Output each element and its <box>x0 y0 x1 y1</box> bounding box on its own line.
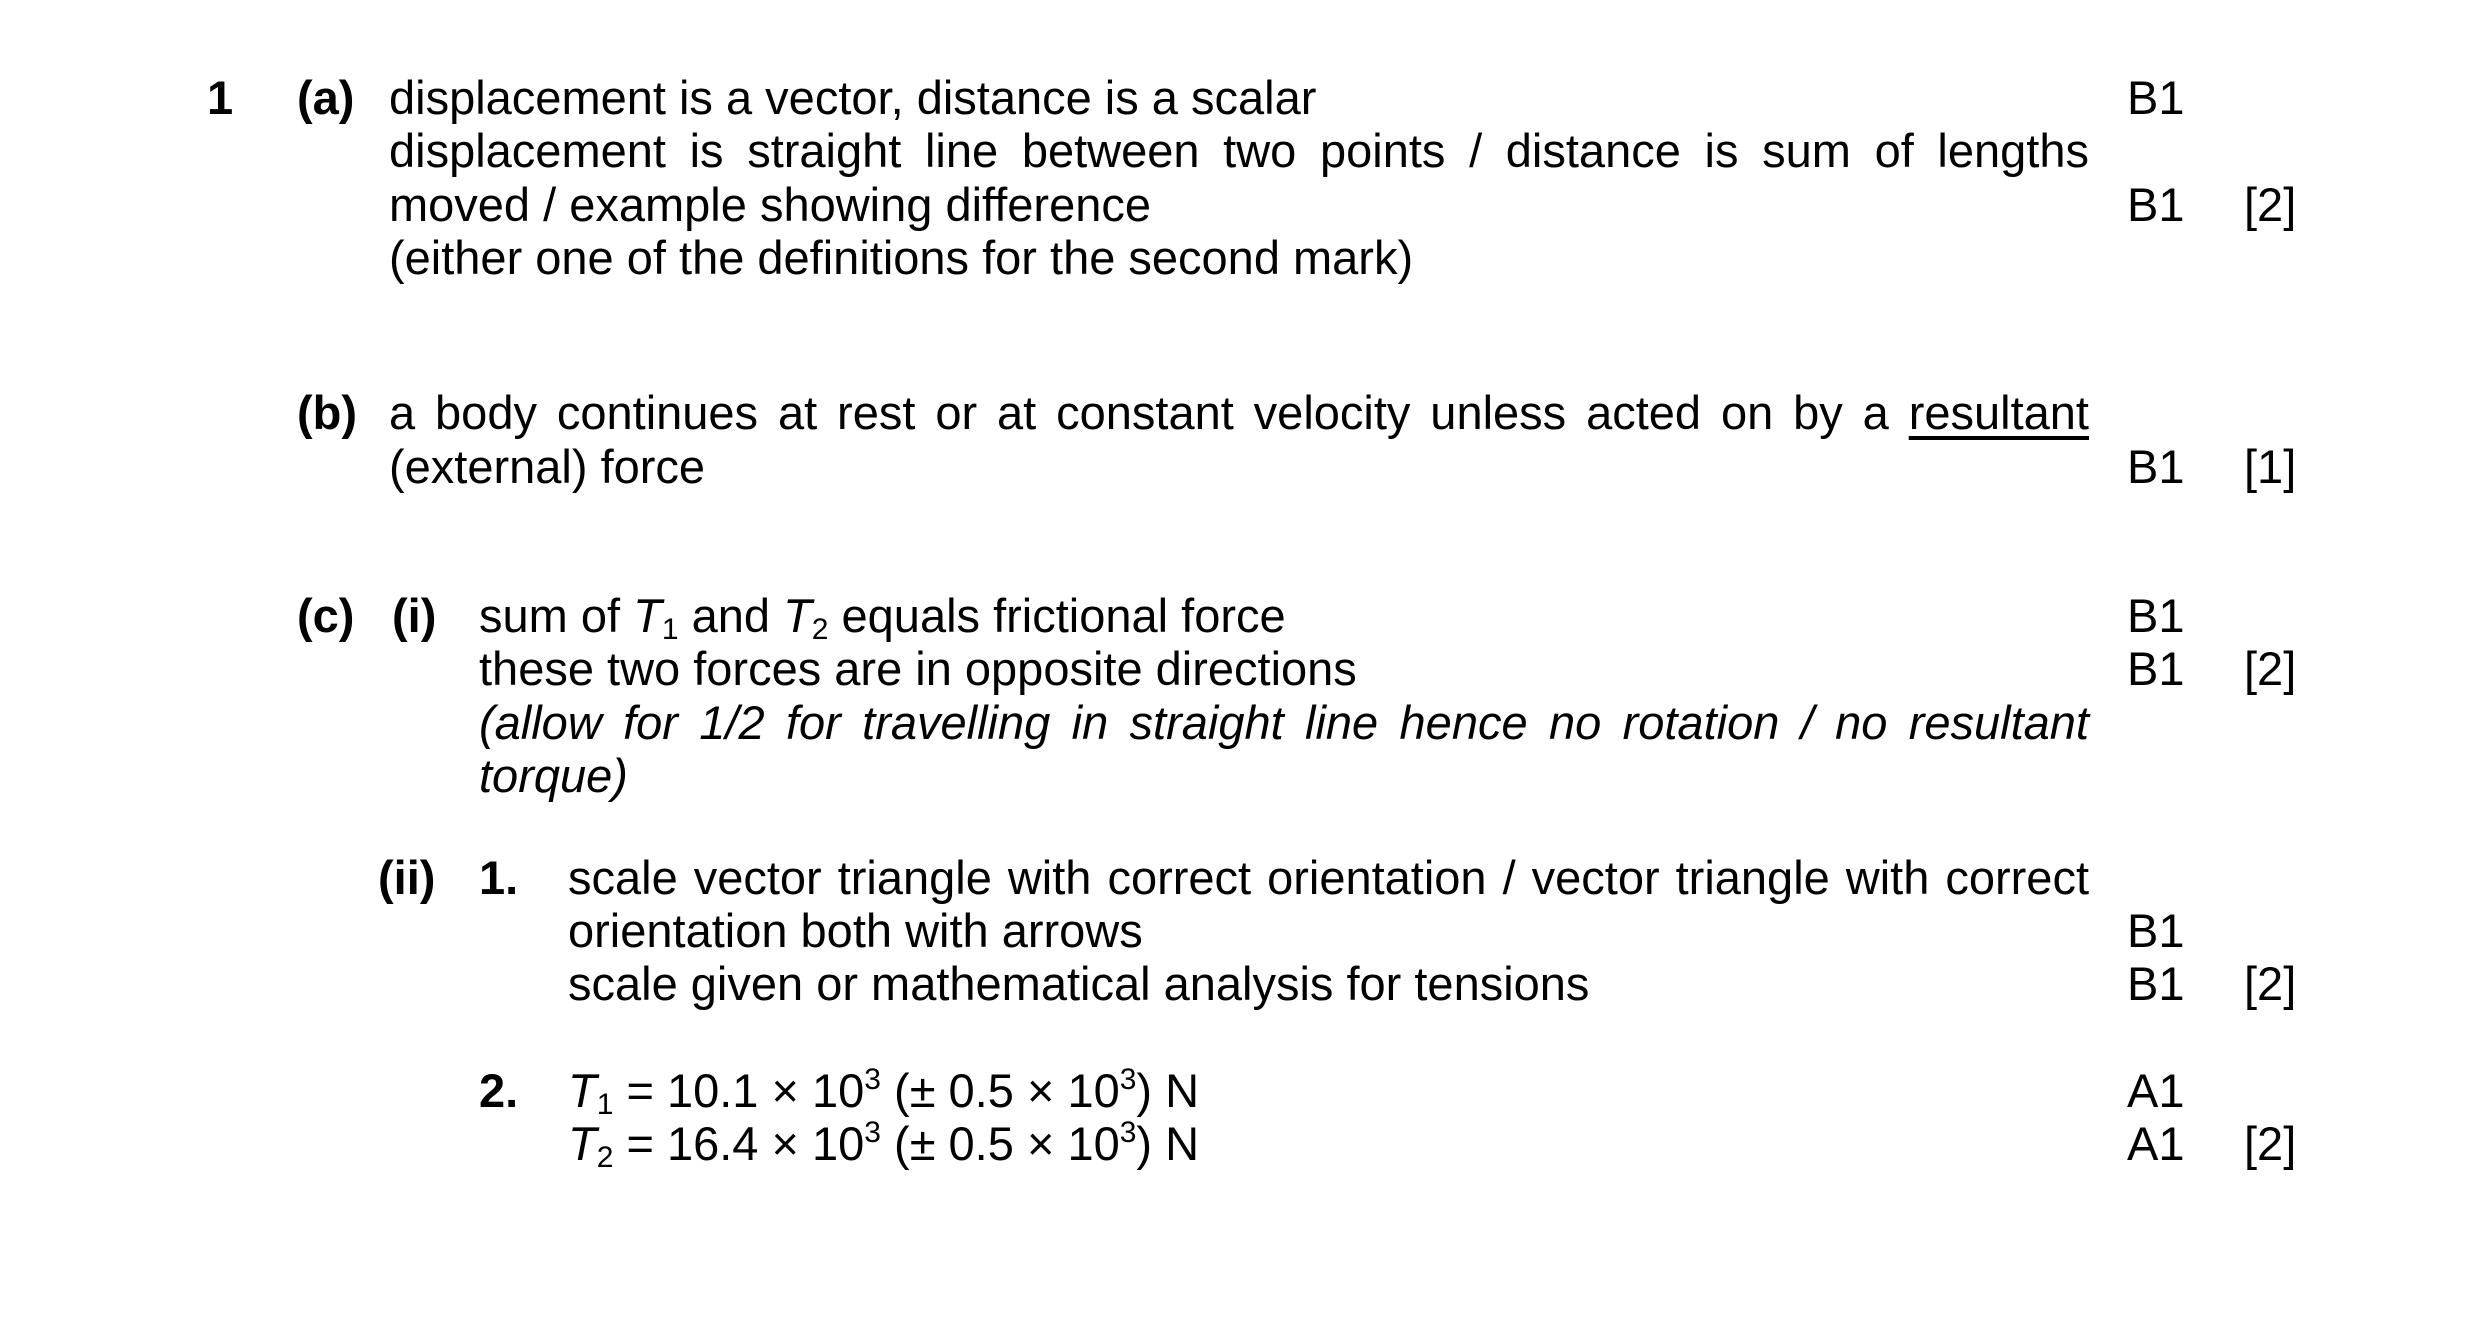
t2-eq-exponent: 3 <box>864 1116 881 1149</box>
part-c-i-total: [2] <box>2244 642 2297 695</box>
part-c-i-line-1 <box>479 589 1286 646</box>
question-number: 1 <box>207 71 234 124</box>
t2-subscript: 2 <box>811 613 829 646</box>
part-a-line-3: moved / example showing difference <box>389 178 1152 231</box>
part-c-label: (c) <box>297 589 355 642</box>
t2-eq-subscript: 2 <box>596 1141 614 1174</box>
t1-equation <box>568 1063 1200 1121</box>
part-c-i-text-b: and <box>678 589 784 642</box>
part-a-total: [2] <box>2244 178 2297 231</box>
part-c-i-line-3: (allow for 1/2 for travelling in straight line hence no rotation / no resultant <box>479 696 2089 749</box>
part-b-line-1-text: a body continues at rest or at constant velocity unless acted on by a <box>389 386 1889 439</box>
t1-eq-tolerance: (± 0.5 × 10 <box>880 1064 1120 1117</box>
part-c-ii-label: (ii) <box>378 851 436 904</box>
part-c-i-mark-1: B1 <box>2127 589 2185 642</box>
part-a-mark-2: B1 <box>2127 178 2185 231</box>
t1-eq-unit: ) N <box>1136 1064 1200 1117</box>
t1-eq-exponent: 3 <box>864 1063 881 1096</box>
t2-symbol: T <box>783 589 812 642</box>
t1-eq-symbol: T <box>568 1064 597 1117</box>
part-b-mark-1: B1 <box>2127 440 2185 493</box>
t1-symbol: T <box>633 589 662 642</box>
part-c-i-label: (i) <box>392 589 437 642</box>
part-a-line-4: (either one of the definitions for the second mark) <box>389 231 1414 284</box>
resultant-underlined: resultant <box>1908 386 2089 439</box>
t1-eq-tolerance-exponent: 3 <box>1119 1063 1137 1096</box>
t1-subscript: 1 <box>661 613 679 646</box>
part-c-ii-1-label: 1. <box>479 851 519 904</box>
part-c-i-line-2: these two forces are in opposite directions <box>479 642 1357 695</box>
t2-eq-value: = 16.4 × 10 <box>613 1117 865 1170</box>
part-c-i-line-4: torque) <box>479 749 628 802</box>
part-b-line-2: (external) force <box>389 440 706 493</box>
part-b-line-1 <box>389 386 2089 439</box>
part-a-line-2: displacement is straight line between two points / distance is sum of lengths <box>389 124 2089 177</box>
t1-eq-subscript: 1 <box>596 1088 614 1121</box>
part-c-i-mark-2: B1 <box>2127 642 2185 695</box>
t2-eq-symbol: T <box>568 1117 597 1170</box>
part-c-ii-1-mark-1: B1 <box>2127 904 2185 957</box>
part-a-label: (a) <box>297 71 355 124</box>
part-b-total: [1] <box>2244 440 2297 493</box>
t2-equation <box>568 1116 1200 1174</box>
part-c-ii-1-mark-2: B1 <box>2127 957 2185 1010</box>
part-c-ii-1-line-2: orientation both with arrows <box>568 904 1143 957</box>
part-c-ii-1-line-1: scale vector triangle with correct orientation / vector triangle with correct <box>568 851 2089 904</box>
t2-eq-tolerance-exponent: 3 <box>1119 1116 1137 1149</box>
part-c-ii-1-line-3: scale given or mathematical analysis for tensions <box>568 957 1590 1010</box>
part-c-ii-1-total: [2] <box>2244 957 2297 1010</box>
part-c-ii-2-mark-1: A1 <box>2127 1064 2185 1117</box>
part-b-label: (b) <box>297 386 358 439</box>
t2-eq-unit: ) N <box>1136 1117 1200 1170</box>
part-c-ii-2-mark-2: A1 <box>2127 1117 2185 1170</box>
t2-eq-tolerance: (± 0.5 × 10 <box>880 1117 1120 1170</box>
part-c-i-text-a: sum of <box>479 589 634 642</box>
t1-eq-value: = 10.1 × 10 <box>613 1064 865 1117</box>
part-c-i-text-c: equals frictional force <box>828 589 1286 642</box>
part-c-ii-2-total: [2] <box>2244 1117 2297 1170</box>
part-c-ii-2-label: 2. <box>479 1064 519 1117</box>
part-a-line-1: displacement is a vector, distance is a scalar <box>389 71 1317 124</box>
part-a-mark-1: B1 <box>2127 71 2185 124</box>
